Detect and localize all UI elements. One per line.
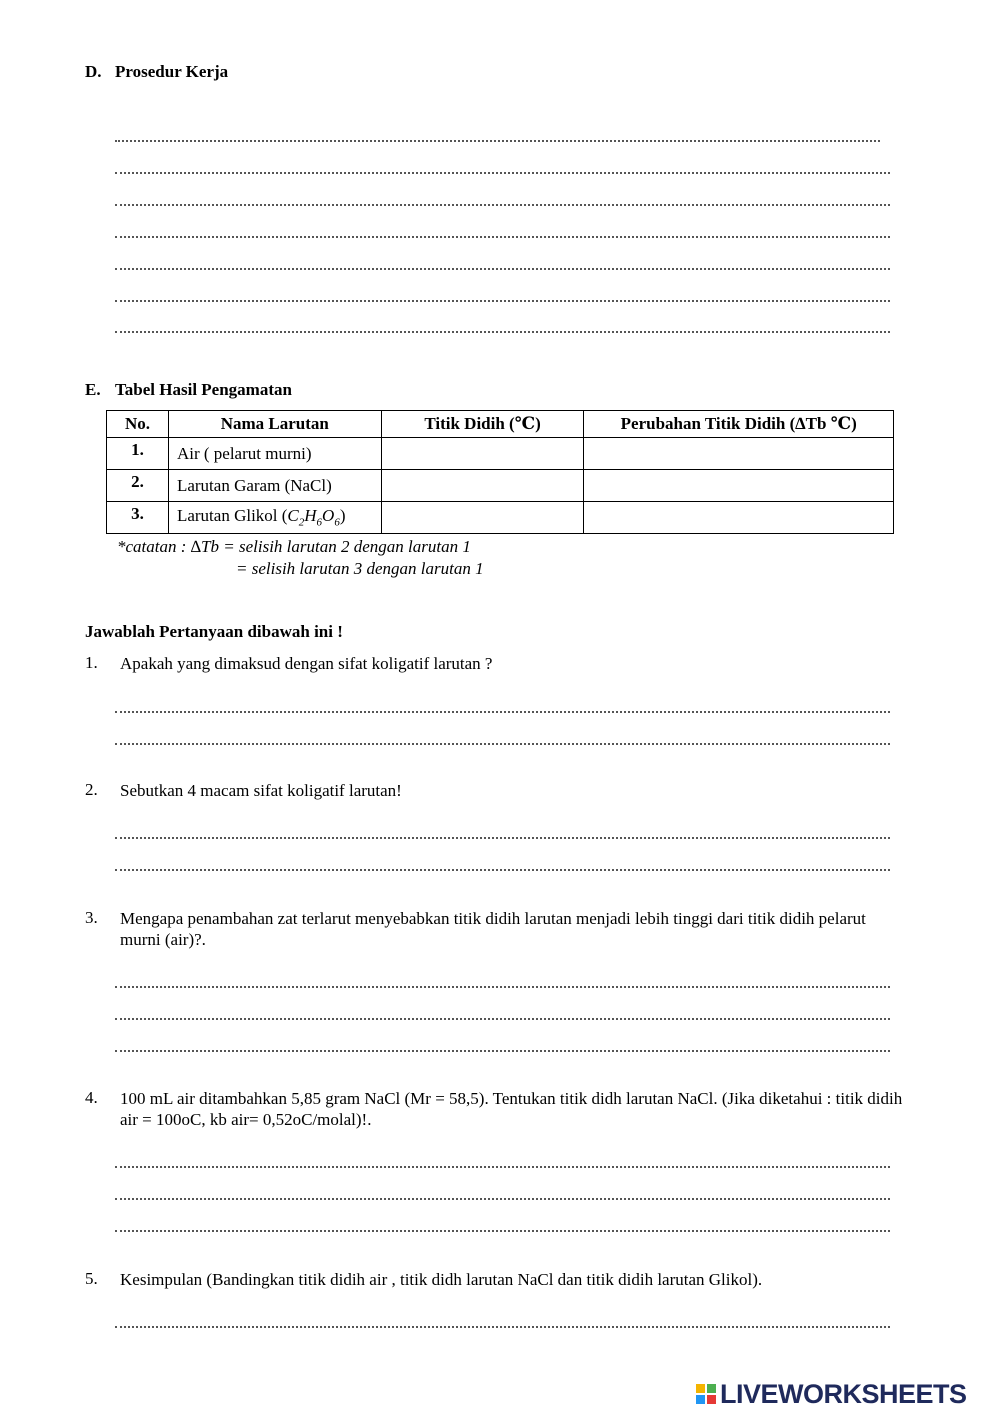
section-d-title: Prosedur Kerja [115, 62, 229, 81]
answer-line[interactable] [115, 1326, 890, 1328]
question-number: 1. [85, 653, 98, 672]
answer-line[interactable] [115, 1230, 890, 1232]
question-text: Apakah yang dimaksud dengan sifat koligatif larutan ? [120, 654, 493, 673]
row-solution-name [168, 502, 381, 534]
answer-line[interactable] [115, 236, 890, 238]
section-e-heading [85, 380, 292, 400]
header-boiling-point-change: Perubahan Titik Didih (∆Tb ℃) [584, 411, 894, 438]
boiling-point-change-cell[interactable] [584, 438, 894, 470]
observation-table [106, 410, 894, 534]
header-no: No. [107, 411, 169, 438]
boiling-point-cell[interactable] [381, 438, 584, 470]
boiling-point-cell[interactable] [381, 470, 584, 502]
section-d-heading [85, 62, 228, 82]
row-number: 3. [107, 502, 169, 534]
answer-line[interactable] [115, 331, 890, 333]
answer-line[interactable] [115, 268, 890, 270]
glycol-formula: $C_2H_6O_6$ [287, 506, 340, 529]
solution-name-text: Larutan Glikol ( [176, 506, 288, 526]
answer-line[interactable] [115, 743, 890, 745]
answer-line[interactable] [115, 1198, 890, 1200]
header-solution-name: Nama Larutan [168, 411, 381, 438]
section-d-letter: D. [85, 62, 102, 81]
question-text: Sebutkan 4 macam sifat koligatif larutan! [120, 781, 402, 800]
questions-heading: Jawablah Pertanyaan dibawah ini ! [85, 622, 343, 641]
answer-line[interactable] [115, 711, 890, 713]
brand-mark-icon [696, 1384, 716, 1404]
question-number: 2. [85, 780, 98, 799]
answer-line[interactable] [115, 1166, 890, 1168]
row-solution-name: Air ( pelarut murni) [168, 438, 381, 470]
row-solution-name: Larutan Garam (NaCl) [168, 470, 381, 502]
question-text: Mengapa penambahan zat terlarut menyebabkan titik didih larutan menjadi lebih tinggi dari titik didih pelarut murni (air)?. [120, 909, 866, 949]
table-row [107, 470, 894, 502]
section-e-letter: E. [85, 380, 101, 399]
row-number: 1. [107, 438, 169, 470]
row-number: 2. [107, 470, 169, 502]
answer-line[interactable] [115, 869, 890, 871]
closing-paren: ) [339, 506, 346, 526]
boiling-point-change-cell[interactable] [584, 502, 894, 534]
table-header-row [107, 411, 894, 438]
header-boiling-point: Titik Didih (℃) [381, 411, 584, 438]
answer-line[interactable] [115, 140, 880, 142]
answer-line[interactable] [115, 837, 890, 839]
question-text: Kesimpulan (Bandingkan titik didih air , titik didh larutan NaCl dan titik didih larutan Glikol). [120, 1270, 763, 1289]
liveworksheets-logo[interactable] [696, 1378, 967, 1410]
table-note-line-2: = selisih larutan 3 dengan larutan 1 [236, 559, 484, 578]
table-row [107, 438, 894, 470]
boiling-point-change-cell[interactable] [584, 470, 894, 502]
answer-line[interactable] [115, 986, 890, 988]
boiling-point-cell[interactable] [381, 502, 584, 534]
table-note-line-1: *catatan : ∆Tb = selisih larutan 2 dengan larutan 1 [117, 537, 471, 556]
answer-line[interactable] [115, 1018, 890, 1020]
question-number: 3. [85, 908, 98, 927]
brand-text: LIVEWORKSHEETS [720, 1378, 967, 1409]
answer-line[interactable] [115, 204, 890, 206]
answer-line[interactable] [115, 300, 890, 302]
table-row [107, 502, 894, 534]
question-number: 5. [85, 1269, 98, 1288]
answer-line[interactable] [115, 172, 890, 174]
section-e-title: Tabel Hasil Pengamatan [115, 380, 292, 399]
question-number: 4. [85, 1088, 98, 1107]
answer-line[interactable] [115, 1050, 890, 1052]
question-text: 100 mL air ditambahkan 5,85 gram NaCl (Mr = 58,5). Tentukan titik didh larutan NaCl. (Jika diketahui : titik didih air = 100oC, kb air= 0,52oC/molal)!. [120, 1089, 903, 1129]
